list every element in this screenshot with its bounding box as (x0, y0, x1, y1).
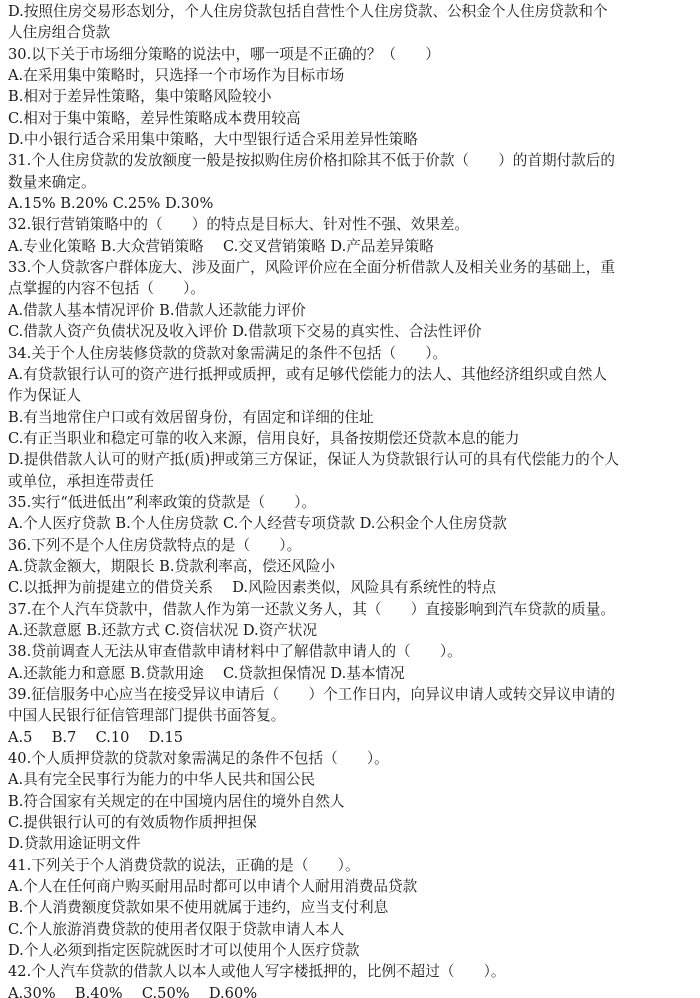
question-33-line1: 33.个人贷款客户群体庞大、涉及面广，风险评价应在全面分析借款人及相关业务的基础上，重 (8, 259, 615, 277)
option-34-d-line2: 或单位，承担连带责任 (8, 472, 154, 490)
question-40: 40.个人质押贷款的贷款对象需满足的条件不包括（ ）。 (8, 750, 389, 768)
option-41-d: D.个人必须到指定医院就医时才可以使用个人医疗贷款 (8, 942, 360, 960)
option-30-a: A.在采用集中策略时，只选择一个市场作为目标市场 (8, 67, 345, 85)
options-33-cd: C.借款人资产负债状况及收入评价 D.借款项下交易的真实性、合法性评价 (8, 323, 482, 341)
option-34-b: B.有当地常住户口或有效居留身份，有固定和详细的住址 (8, 408, 374, 426)
option-30-c: C.相对于集中策略，差异性策略成本费用较高 (8, 109, 301, 127)
option-34-c: C.有正当职业和稳定可靠的收入来源，信用良好，具备按期偿还贷款本息的能力 (8, 429, 520, 447)
option-40-b: B.符合国家有关规定的在中国境内居住的境外自然人 (8, 792, 345, 810)
text-line-d29-a: D.按照住房交易形态划分，个人住房贷款包括自营性个人住房贷款、公积金个人住房贷款和个 (8, 3, 608, 20)
options-33-ab: A.借款人基本情况评价 B.借款人还款能力评价 (8, 301, 306, 319)
question-31-line2: 数量来确定。 (8, 173, 96, 191)
question-36: 36.下列不是个人住房贷款特点的是（ ）。 (8, 536, 302, 554)
option-40-a: A.具有完全民事行为能力的中华人民共和国公民 (8, 771, 316, 789)
option-41-b: B.个人消费额度贷款如果不使用就属于违约，应当支付利息 (8, 899, 389, 917)
options-36-ab: A.贷款金额大，期限长 B.贷款利率高，偿还风险小 (8, 557, 336, 575)
question-37: 37.在个人汽车贷款中，借款人作为第一还款义务人，其（ ）直接影响到汽车贷款的质量。 (8, 600, 615, 618)
question-33-line2: 点掌握的内容不包括（ ）。 (8, 280, 206, 298)
options-37: A.还款意愿 B.还款方式 C.资信状况 D.资产状况 (8, 621, 318, 639)
option-34-d-line1: D.提供借款人认可的财产抵(质)押或第三方保证，保证人为贷款银行认可的具有代偿能力的个人 (8, 451, 619, 469)
option-40-c: C.提供银行认可的有效质物作质押担保 (8, 814, 257, 832)
option-34-a-line2: 作为保证人 (8, 387, 81, 405)
question-34: 34.关于个人住房装修贷款的贷款对象需满足的条件不包括（ ）。 (8, 344, 448, 362)
options-32: A.专业化策略 B.大众营销策略 C.交叉营销策略 D.产品差异策略 (8, 237, 434, 255)
option-41-a: A.个人在任何商户购买耐用品时都可以申请个人耐用消费品贷款 (8, 878, 418, 896)
question-35: 35.实行“低进低出”利率政策的贷款是（ ）。 (8, 493, 317, 511)
question-38: 38.贷前调查人无法从审查借款申请材料中了解借款申请人的（ ）。 (8, 643, 462, 661)
options-38: A.还款能力和意愿 B.贷款用途 C.贷款担保情况 D.基本情况 (8, 664, 405, 682)
option-34-a-line1: A.有贷款银行认可的资产进行抵押或质押，或有足够代偿能力的法人、其他经济组织或自然人 (8, 365, 607, 383)
options-36-cd: C.以抵押为前提建立的借贷关系 D.风险因素类似，风险具有系统性的特点 (8, 579, 497, 597)
question-31-line1: 31.个人住房贷款的发放额度一般是按拟购住房价格扣除其不低于价款（ ）的首期付款后的 (8, 152, 615, 170)
question-32: 32.银行营销策略中的（ ）的特点是目标大、针对性不强、效果差。 (8, 216, 470, 234)
option-30-d: D.中小银行适合采用集中策略，大中型银行适合采用差异性策略 (8, 131, 418, 149)
question-30: 30.以下关于市场细分策略的说法中，哪一项是不正确的？（ ） (8, 45, 440, 63)
question-42: 42.个人汽车贷款的借款人以本人或他人写字楼抵押的，比例不超过（ ）。 (8, 963, 506, 981)
text-line-d29-b: 人住房组合贷款 (8, 24, 111, 42)
question-39-line2: 中国人民银行征信管理部门提供书面答复。 (8, 707, 286, 725)
options-31: A.15% B.20% C.25% D.30% (8, 195, 214, 213)
options-35: A.个人医疗贷款 B.个人住房贷款 C.个人经营专项贷款 D.公积金个人住房贷款 (8, 515, 507, 533)
question-39-line1: 39.征信服务中心应当在接受异议申请后（ ）个工作日内，向异议申请人或转交异议申请的 (8, 686, 615, 703)
option-41-c: C.个人旅游消费贷款的使用者仅限于贷款申请人本人 (8, 920, 345, 938)
options-42: A.30% B.40% C.50% D.60% (8, 984, 258, 998)
options-39: A.5 B.7 C.10 D.15 (8, 728, 184, 746)
option-30-b: B.相对于差异性策略，集中策略风险较小 (8, 88, 272, 106)
option-40-d: D.贷款用途证明文件 (8, 835, 141, 853)
question-41: 41.下列关于个人消费贷款的说法，正确的是（ ）。 (8, 856, 360, 874)
